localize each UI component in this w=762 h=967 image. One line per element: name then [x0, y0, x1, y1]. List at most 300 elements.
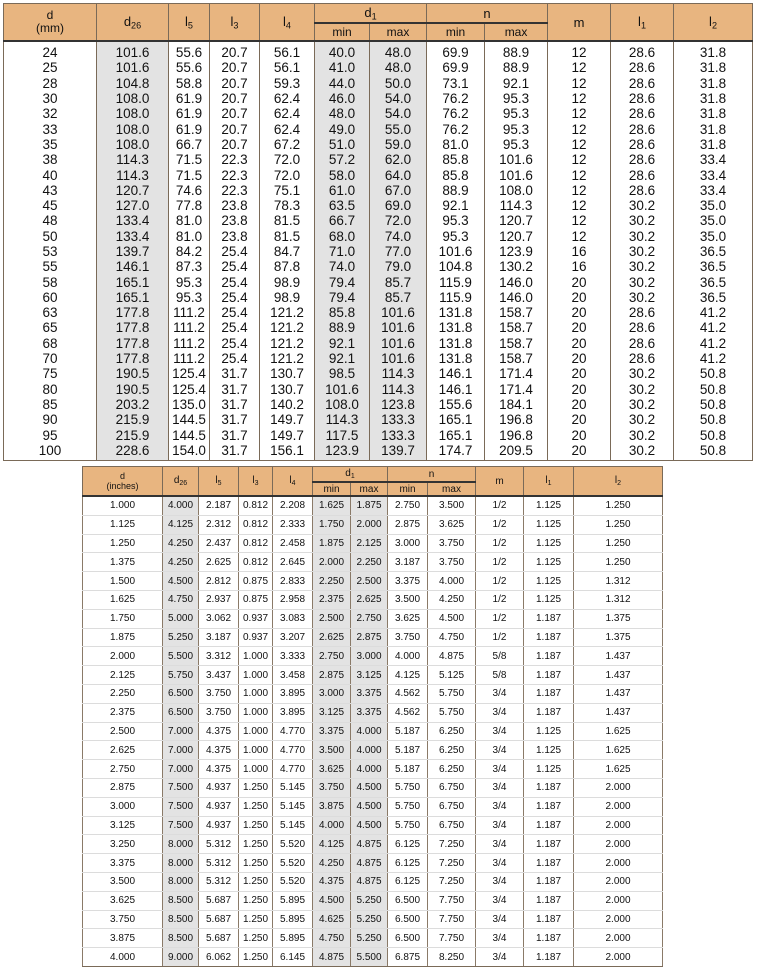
- cell-d: 90: [4, 412, 97, 427]
- cell-n-min: 6.500: [388, 910, 428, 929]
- cell-d26: 108.0: [97, 91, 169, 106]
- cell-n-min: 85.8: [427, 152, 485, 167]
- cell-d1-max: 1.875: [351, 496, 388, 515]
- cell-l3: 20.7: [210, 106, 260, 121]
- cell-l4: 2.208: [273, 496, 313, 515]
- table-row: [83, 835, 663, 854]
- cell-n-max: 3.750: [428, 534, 476, 553]
- cell-d: 3.750: [83, 910, 163, 929]
- cell-l4: 4.770: [273, 760, 313, 779]
- cell-l1: 30.2: [611, 382, 674, 397]
- cell-m: 1/2: [476, 534, 524, 553]
- cell-d1-max: 85.7: [370, 274, 427, 289]
- cell-l3: 1.250: [239, 872, 273, 891]
- cell-m: 20: [548, 427, 611, 442]
- cell-l2: 36.5: [674, 244, 753, 259]
- cell-d1-max: 5.250: [351, 929, 388, 948]
- cell-d1-max: 50.0: [370, 76, 427, 91]
- cell-l5: 81.0: [169, 229, 210, 244]
- cell-l1: 30.2: [611, 443, 674, 461]
- table-row: [4, 351, 753, 366]
- cell-l4: 3.083: [273, 609, 313, 628]
- header-d1-min: min: [315, 23, 370, 41]
- cell-l3: 1.250: [239, 835, 273, 854]
- cell-l2: 1.437: [574, 647, 663, 666]
- cell-d26: 8.000: [163, 854, 199, 873]
- cell-l4: 62.4: [260, 91, 315, 106]
- cell-l5: 3.750: [199, 703, 239, 722]
- cell-n-max: 4.250: [428, 590, 476, 609]
- cell-l3: 25.4: [210, 320, 260, 335]
- cell-n-min: 5.750: [388, 816, 428, 835]
- cell-d1-max: 74.0: [370, 229, 427, 244]
- cell-d: 45: [4, 198, 97, 213]
- cell-d: 75: [4, 366, 97, 381]
- cell-d1-min: 2.625: [313, 628, 351, 647]
- cell-d1-max: 2.500: [351, 572, 388, 591]
- cell-d1-max: 79.0: [370, 259, 427, 274]
- cell-d: 1.875: [83, 628, 163, 647]
- cell-l5: 81.0: [169, 213, 210, 228]
- cell-l3: 0.875: [239, 590, 273, 609]
- cell-d1-max: 54.0: [370, 106, 427, 121]
- cell-l4: 5.895: [273, 910, 313, 929]
- cell-m: 12: [548, 76, 611, 91]
- cell-d: 2.000: [83, 647, 163, 666]
- cell-n-max: 196.8: [485, 427, 548, 442]
- cell-d: 65: [4, 320, 97, 335]
- cell-d26: 6.500: [163, 684, 199, 703]
- cell-m: 12: [548, 60, 611, 75]
- cell-m: 3/4: [476, 797, 524, 816]
- cell-d1-min: 92.1: [315, 351, 370, 366]
- cell-d1-min: 3.000: [313, 684, 351, 703]
- cell-d1-min: 2.250: [313, 572, 351, 591]
- cell-d1-min: 2.875: [313, 666, 351, 685]
- cell-l5: 2.437: [199, 534, 239, 553]
- cell-l5: 74.6: [169, 183, 210, 198]
- cell-n-max: 5.125: [428, 666, 476, 685]
- cell-d: 1.125: [83, 515, 163, 534]
- cell-d26: 101.6: [97, 60, 169, 75]
- table-row: [83, 760, 663, 779]
- cell-n-min: 3.000: [388, 534, 428, 553]
- cell-d26: 7.000: [163, 741, 199, 760]
- cell-n-min: 85.8: [427, 167, 485, 182]
- table-row: [4, 121, 753, 136]
- cell-l1: 28.6: [611, 76, 674, 91]
- table-row: [4, 152, 753, 167]
- cell-m: 12: [548, 91, 611, 106]
- cell-d1-max: 2.000: [351, 515, 388, 534]
- cell-n-max: 130.2: [485, 259, 548, 274]
- cell-d1-max: 133.3: [370, 427, 427, 442]
- cell-d1-max: 4.875: [351, 872, 388, 891]
- cell-l1: 1.125: [524, 760, 574, 779]
- cell-l1: 1.125: [524, 722, 574, 741]
- cell-d1-min: 2.750: [313, 647, 351, 666]
- header-n-min: min: [388, 482, 428, 496]
- cell-l4: 6.145: [273, 948, 313, 967]
- cell-l2: 2.000: [574, 797, 663, 816]
- cell-d26: 146.1: [97, 259, 169, 274]
- table-row: [83, 666, 663, 685]
- table-row: [4, 397, 753, 412]
- cell-m: 3/4: [476, 722, 524, 741]
- cell-d1-min: 114.3: [315, 412, 370, 427]
- cell-d: 3.250: [83, 835, 163, 854]
- cell-l5: 5.312: [199, 835, 239, 854]
- cell-d1-max: 54.0: [370, 91, 427, 106]
- cell-l3: 25.4: [210, 290, 260, 305]
- cell-l3: 25.4: [210, 244, 260, 259]
- cell-n-max: 146.0: [485, 290, 548, 305]
- cell-m: 5/8: [476, 647, 524, 666]
- cell-n-min: 146.1: [427, 366, 485, 381]
- cell-l4: 140.2: [260, 397, 315, 412]
- cell-l1: 1.187: [524, 854, 574, 873]
- table-row: [4, 198, 753, 213]
- table-row: [4, 290, 753, 305]
- cell-d1-max: 123.8: [370, 397, 427, 412]
- cell-l2: 1.375: [574, 609, 663, 628]
- cell-d26: 4.125: [163, 515, 199, 534]
- cell-l2: 50.8: [674, 443, 753, 461]
- cell-d1-max: 4.500: [351, 778, 388, 797]
- cell-l1: 1.125: [524, 496, 574, 515]
- cell-d1-min: 58.0: [315, 167, 370, 182]
- cell-n-max: 5.750: [428, 684, 476, 703]
- metric-dimensions-table: [3, 3, 753, 461]
- cell-l3: 1.250: [239, 891, 273, 910]
- cell-d26: 7.000: [163, 722, 199, 741]
- cell-m: 3/4: [476, 816, 524, 835]
- cell-d26: 7.500: [163, 778, 199, 797]
- cell-l5: 4.937: [199, 816, 239, 835]
- cell-d1-max: 4.000: [351, 741, 388, 760]
- cell-l4: 87.8: [260, 259, 315, 274]
- cell-n-max: 7.250: [428, 835, 476, 854]
- cell-d1-max: 2.250: [351, 553, 388, 572]
- cell-l2: 2.000: [574, 835, 663, 854]
- cell-n-max: 6.750: [428, 816, 476, 835]
- cell-n-max: 7.750: [428, 910, 476, 929]
- cell-l4: 121.2: [260, 305, 315, 320]
- cell-n-max: 7.750: [428, 891, 476, 910]
- cell-l4: 62.4: [260, 106, 315, 121]
- cell-m: 12: [548, 121, 611, 136]
- cell-d1-min: 117.5: [315, 427, 370, 442]
- cell-l4: 5.895: [273, 891, 313, 910]
- cell-d1-max: 2.125: [351, 534, 388, 553]
- cell-l1: 28.6: [611, 336, 674, 351]
- cell-l2: 33.4: [674, 152, 753, 167]
- table-row: [4, 167, 753, 182]
- cell-m: 3/4: [476, 872, 524, 891]
- cell-d1-max: 5.500: [351, 948, 388, 967]
- cell-n-max: 101.6: [485, 167, 548, 182]
- cell-d26: 215.9: [97, 427, 169, 442]
- cell-m: 3/4: [476, 948, 524, 967]
- cell-l5: 84.2: [169, 244, 210, 259]
- cell-l3: 1.000: [239, 684, 273, 703]
- cell-l2: 36.5: [674, 274, 753, 289]
- cell-l1: 1.125: [524, 534, 574, 553]
- cell-n-min: 95.3: [427, 229, 485, 244]
- cell-l4: 56.1: [260, 41, 315, 60]
- cell-l1: 28.6: [611, 41, 674, 60]
- table-row: [83, 647, 663, 666]
- cell-n-max: 7.250: [428, 854, 476, 873]
- cell-m: 1/2: [476, 496, 524, 515]
- cell-l5: 2.812: [199, 572, 239, 591]
- cell-l1: 30.2: [611, 213, 674, 228]
- cell-l2: 31.8: [674, 121, 753, 136]
- cell-l4: 2.645: [273, 553, 313, 572]
- cell-l2: 31.8: [674, 106, 753, 121]
- cell-n-max: 4.500: [428, 609, 476, 628]
- cell-d1-min: 51.0: [315, 137, 370, 152]
- cell-l3: 20.7: [210, 137, 260, 152]
- cell-l2: 41.2: [674, 351, 753, 366]
- cell-l5: 3.187: [199, 628, 239, 647]
- cell-d: 85: [4, 397, 97, 412]
- cell-d26: 5.250: [163, 628, 199, 647]
- cell-l3: 31.7: [210, 443, 260, 461]
- cell-d1-max: 2.750: [351, 609, 388, 628]
- header-n: n: [427, 4, 548, 24]
- table-row: [83, 816, 663, 835]
- cell-m: 12: [548, 198, 611, 213]
- cell-n-min: 6.875: [388, 948, 428, 967]
- cell-d26: 4.250: [163, 534, 199, 553]
- cell-m: 16: [548, 259, 611, 274]
- cell-d26: 8.000: [163, 835, 199, 854]
- cell-l1: 1.187: [524, 910, 574, 929]
- cell-m: 12: [548, 41, 611, 60]
- cell-m: 3/4: [476, 891, 524, 910]
- cell-d1-max: 101.6: [370, 305, 427, 320]
- cell-n-max: 95.3: [485, 106, 548, 121]
- cell-l4: 3.207: [273, 628, 313, 647]
- cell-m: 20: [548, 397, 611, 412]
- cell-d: 3.000: [83, 797, 163, 816]
- cell-l4: 67.2: [260, 137, 315, 152]
- cell-n-min: 6.500: [388, 929, 428, 948]
- cell-d26: 8.500: [163, 891, 199, 910]
- cell-n-max: 158.7: [485, 320, 548, 335]
- header-l4: l4: [273, 467, 313, 497]
- cell-n-min: 115.9: [427, 274, 485, 289]
- cell-l3: 0.812: [239, 515, 273, 534]
- cell-l1: 30.2: [611, 366, 674, 381]
- cell-n-min: 6.500: [388, 891, 428, 910]
- cell-l4: 72.0: [260, 152, 315, 167]
- cell-l4: 78.3: [260, 198, 315, 213]
- cell-m: 12: [548, 137, 611, 152]
- cell-l4: 5.145: [273, 778, 313, 797]
- cell-n-max: 120.7: [485, 213, 548, 228]
- cell-d1-min: 4.625: [313, 910, 351, 929]
- cell-d1-max: 4.000: [351, 760, 388, 779]
- cell-n-min: 92.1: [427, 198, 485, 213]
- cell-d1-min: 4.125: [313, 835, 351, 854]
- table-row: [83, 534, 663, 553]
- cell-n-min: 131.8: [427, 320, 485, 335]
- table-row: [4, 76, 753, 91]
- cell-l3: 0.937: [239, 628, 273, 647]
- cell-l4: 5.520: [273, 835, 313, 854]
- cell-n-min: 5.187: [388, 741, 428, 760]
- cell-l3: 20.7: [210, 91, 260, 106]
- header-n-max: max: [428, 482, 476, 496]
- cell-l2: 1.250: [574, 515, 663, 534]
- cell-d: 24: [4, 41, 97, 60]
- cell-n-max: 4.000: [428, 572, 476, 591]
- cell-l5: 87.3: [169, 259, 210, 274]
- cell-n-max: 6.250: [428, 741, 476, 760]
- cell-l1: 1.187: [524, 797, 574, 816]
- cell-l3: 1.250: [239, 929, 273, 948]
- cell-d1-max: 4.000: [351, 722, 388, 741]
- cell-d1-max: 62.0: [370, 152, 427, 167]
- cell-d1-min: 4.250: [313, 854, 351, 873]
- cell-l4: 81.5: [260, 213, 315, 228]
- cell-n-max: 6.250: [428, 760, 476, 779]
- cell-l5: 5.687: [199, 910, 239, 929]
- cell-d: 3.375: [83, 854, 163, 873]
- cell-m: 3/4: [476, 778, 524, 797]
- header-m: m: [476, 467, 524, 497]
- cell-l4: 56.1: [260, 60, 315, 75]
- cell-n-max: 184.1: [485, 397, 548, 412]
- cell-n-max: 8.250: [428, 948, 476, 967]
- cell-l3: 25.4: [210, 305, 260, 320]
- cell-d26: 139.7: [97, 244, 169, 259]
- cell-d: 40: [4, 167, 97, 182]
- cell-d26: 108.0: [97, 137, 169, 152]
- cell-l3: 23.8: [210, 229, 260, 244]
- cell-d: 1.750: [83, 609, 163, 628]
- cell-l5: 4.937: [199, 797, 239, 816]
- cell-d26: 203.2: [97, 397, 169, 412]
- cell-m: 20: [548, 443, 611, 461]
- cell-n-min: 4.125: [388, 666, 428, 685]
- cell-n-max: 196.8: [485, 412, 548, 427]
- cell-d1-max: 69.0: [370, 198, 427, 213]
- cell-l1: 28.6: [611, 121, 674, 136]
- cell-d: 35: [4, 137, 97, 152]
- table-row: [83, 684, 663, 703]
- cell-d26: 6.500: [163, 703, 199, 722]
- cell-n-min: 3.625: [388, 609, 428, 628]
- cell-n-min: 146.1: [427, 382, 485, 397]
- cell-l5: 5.687: [199, 929, 239, 948]
- cell-l3: 1.250: [239, 910, 273, 929]
- cell-l5: 71.5: [169, 152, 210, 167]
- cell-d: 100: [4, 443, 97, 461]
- table-row: [4, 366, 753, 381]
- cell-l3: 1.000: [239, 741, 273, 760]
- cell-m: 1/2: [476, 553, 524, 572]
- table-row: [83, 929, 663, 948]
- cell-d: 1.625: [83, 590, 163, 609]
- cell-l1: 1.187: [524, 891, 574, 910]
- cell-d26: 165.1: [97, 290, 169, 305]
- cell-d: 3.500: [83, 872, 163, 891]
- cell-m: 3/4: [476, 910, 524, 929]
- cell-l4: 98.9: [260, 290, 315, 305]
- cell-d: 2.875: [83, 778, 163, 797]
- cell-l1: 1.187: [524, 778, 574, 797]
- cell-l5: 144.5: [169, 412, 210, 427]
- cell-d26: 8.500: [163, 929, 199, 948]
- cell-d1-max: 67.0: [370, 183, 427, 198]
- cell-m: 3/4: [476, 684, 524, 703]
- cell-l5: 61.9: [169, 91, 210, 106]
- table-row: [83, 609, 663, 628]
- cell-l3: 22.3: [210, 183, 260, 198]
- cell-l3: 31.7: [210, 427, 260, 442]
- cell-d1-min: 66.7: [315, 213, 370, 228]
- table-row: [83, 948, 663, 967]
- cell-d1-min: 1.750: [313, 515, 351, 534]
- cell-d1-max: 4.875: [351, 854, 388, 873]
- cell-n-max: 158.7: [485, 351, 548, 366]
- cell-d1-min: 46.0: [315, 91, 370, 106]
- cell-l3: 20.7: [210, 121, 260, 136]
- cell-l5: 55.6: [169, 41, 210, 60]
- cell-l5: 6.062: [199, 948, 239, 967]
- cell-l3: 31.7: [210, 412, 260, 427]
- cell-l4: 62.4: [260, 121, 315, 136]
- cell-l3: 25.4: [210, 351, 260, 366]
- table-row: [4, 427, 753, 442]
- cell-l2: 2.000: [574, 910, 663, 929]
- cell-l1: 28.6: [611, 106, 674, 121]
- cell-d: 2.750: [83, 760, 163, 779]
- cell-n-min: 5.187: [388, 760, 428, 779]
- table-row: [4, 229, 753, 244]
- cell-l2: 1.437: [574, 666, 663, 685]
- cell-d1-max: 101.6: [370, 351, 427, 366]
- cell-m: 1/2: [476, 590, 524, 609]
- cell-m: 20: [548, 305, 611, 320]
- table-row: [83, 778, 663, 797]
- cell-l1: 1.187: [524, 929, 574, 948]
- cell-n-min: 81.0: [427, 137, 485, 152]
- cell-d: 2.250: [83, 684, 163, 703]
- cell-n-min: 4.562: [388, 703, 428, 722]
- cell-m: 20: [548, 366, 611, 381]
- cell-m: 16: [548, 244, 611, 259]
- cell-n-max: 158.7: [485, 305, 548, 320]
- cell-l2: 2.000: [574, 872, 663, 891]
- cell-m: 12: [548, 183, 611, 198]
- cell-d26: 9.000: [163, 948, 199, 967]
- cell-l3: 1.250: [239, 854, 273, 873]
- cell-l3: 25.4: [210, 336, 260, 351]
- cell-l2: 1.250: [574, 534, 663, 553]
- cell-d1-min: 41.0: [315, 60, 370, 75]
- cell-l5: 125.4: [169, 382, 210, 397]
- cell-l2: 31.8: [674, 41, 753, 60]
- cell-d26: 7.000: [163, 760, 199, 779]
- cell-l2: 2.000: [574, 891, 663, 910]
- cell-n-min: 5.750: [388, 797, 428, 816]
- cell-m: 1/2: [476, 515, 524, 534]
- cell-n-min: 6.125: [388, 835, 428, 854]
